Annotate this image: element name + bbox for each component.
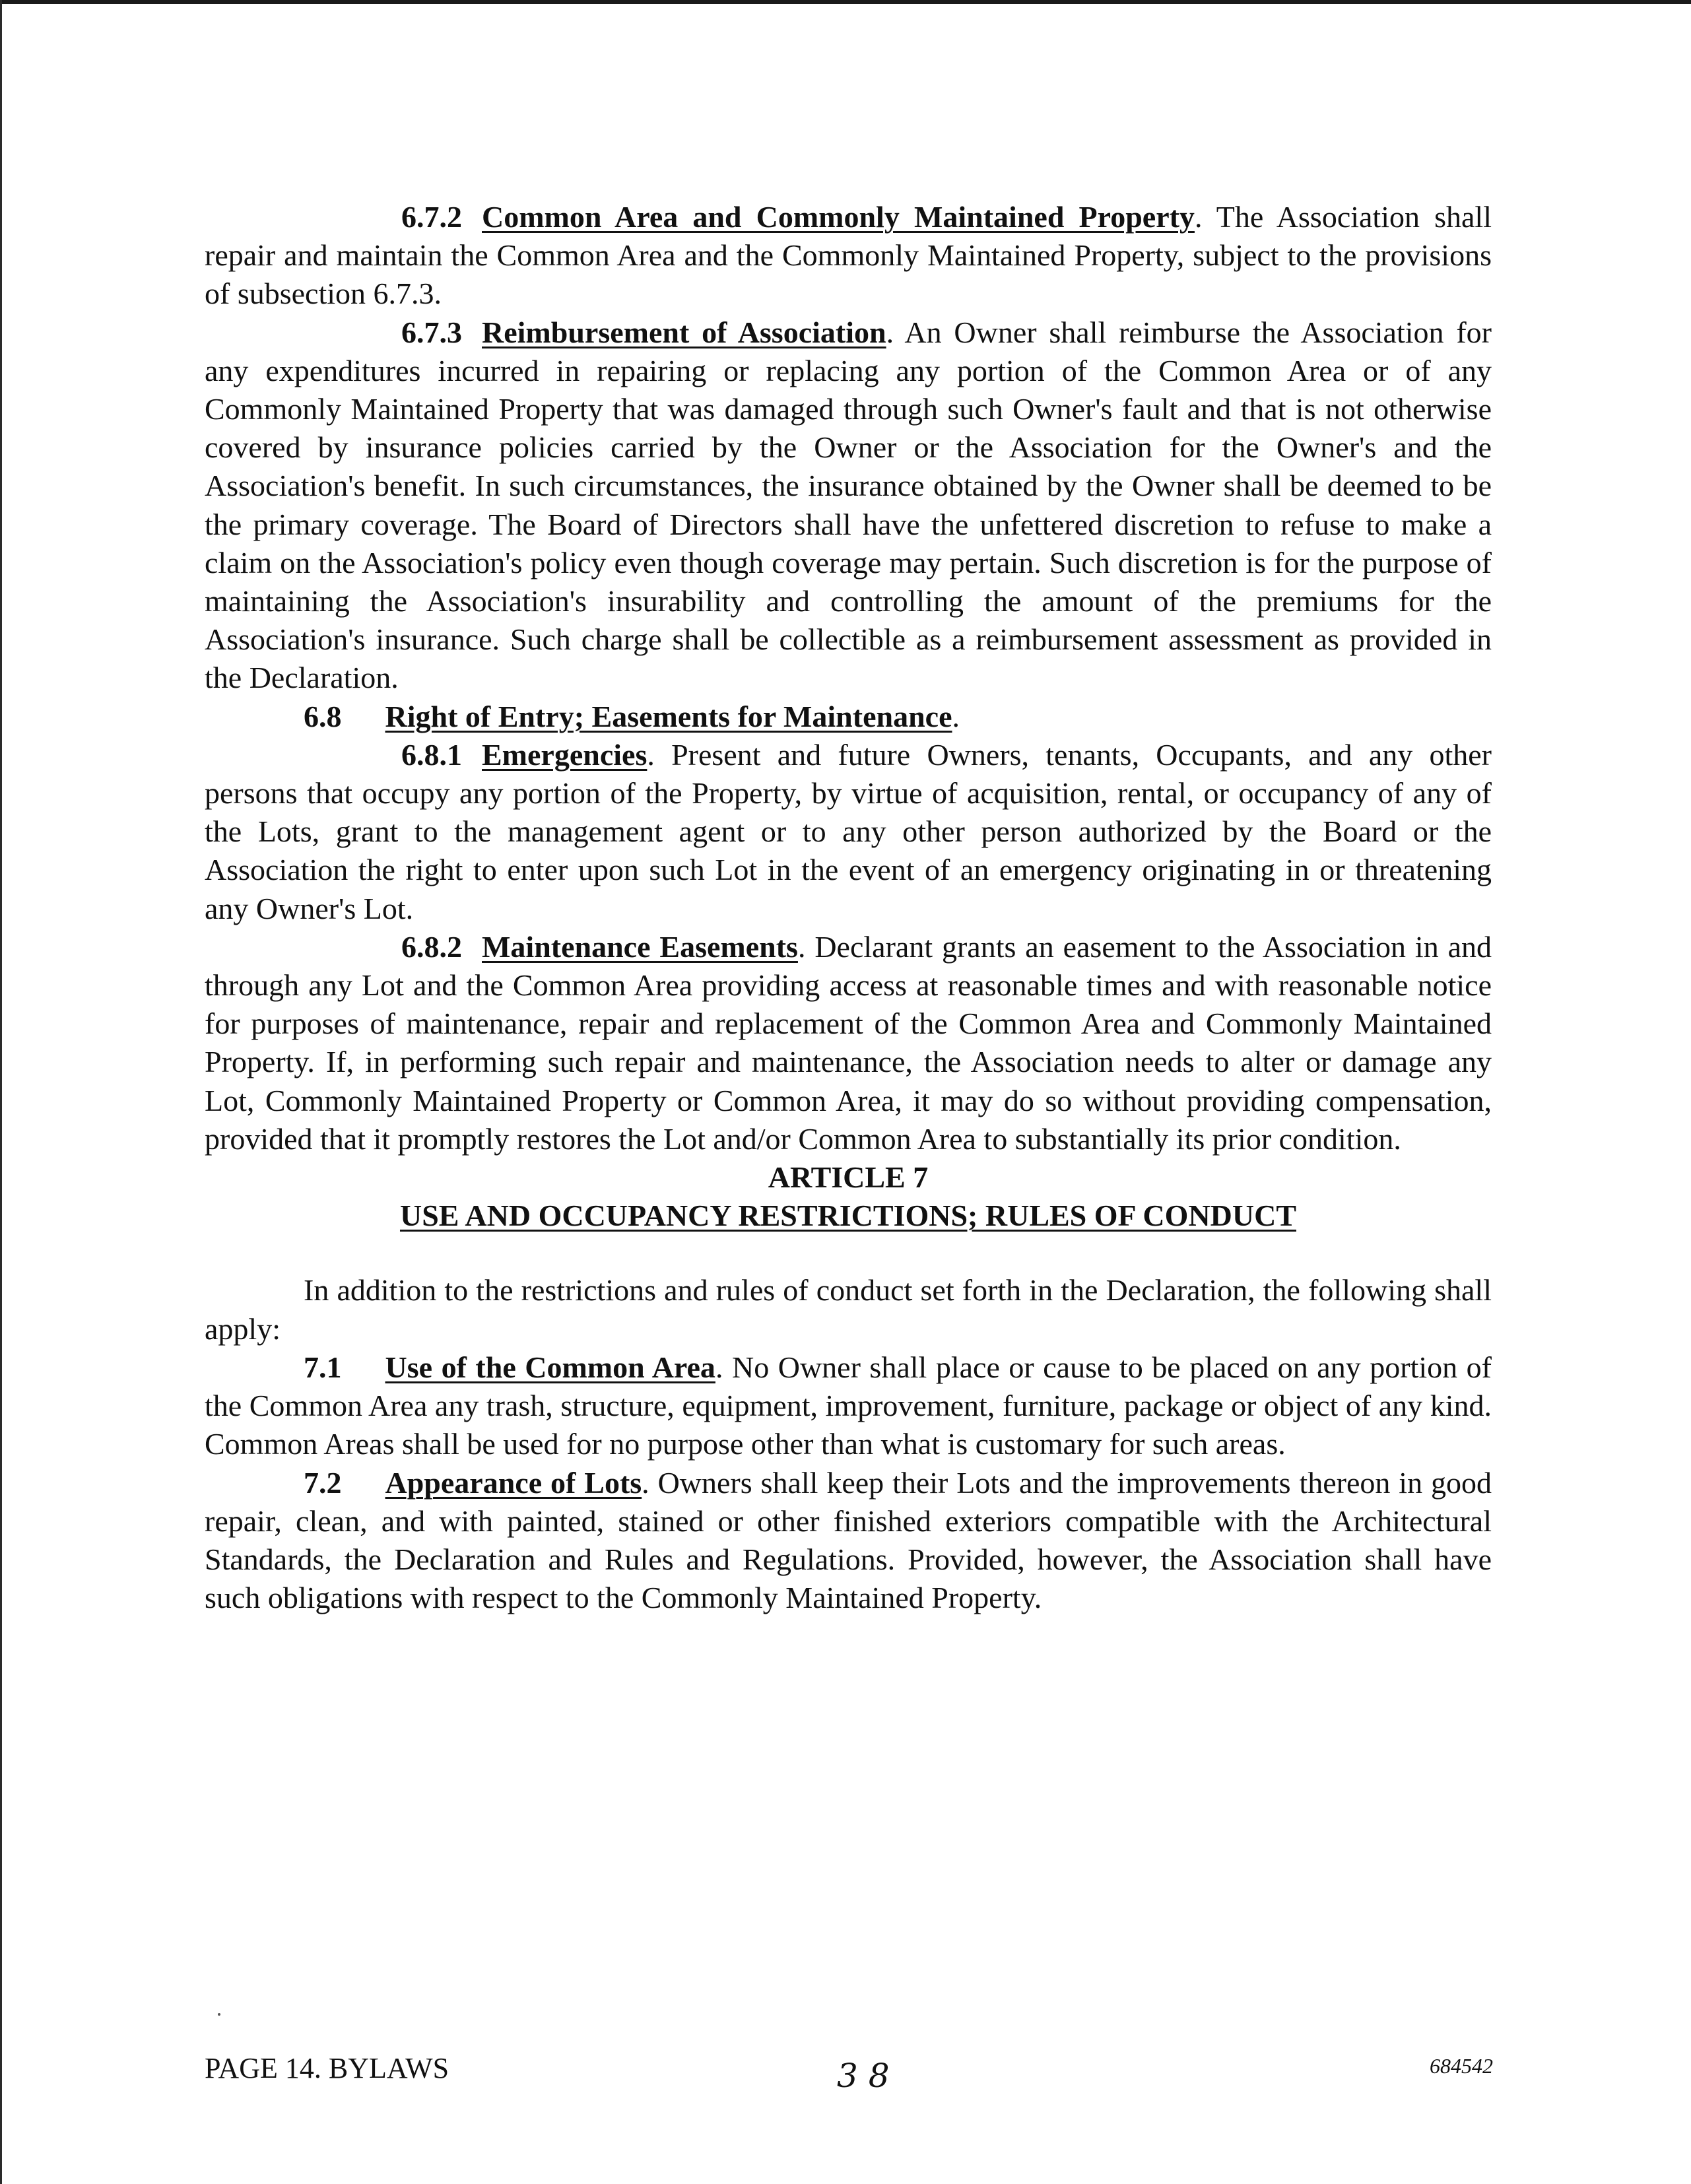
section-title: Use of the Common Area xyxy=(385,1350,715,1384)
section-body: . Present and future Owners, tenants, Occupants, and any other persons that occupy any portion of the Property, by virtue of acquisition, rental, or occupancy of any of the Lots, grant to the management agent or to any other person authorized by the Board or the Association the right to enter upon such Lot in the event of an emergency originating in or threatening any Owner's Lot. xyxy=(205,737,1492,925)
section-number: 7.1 xyxy=(304,1350,342,1384)
article-title: USE AND OCCUPANCY RESTRICTIONS; RULES OF CONDUCT xyxy=(399,1199,1296,1233)
section-number: 6.7.2 xyxy=(401,200,462,234)
scan-edge-top xyxy=(0,0,1691,4)
section-number: 6.7.3 xyxy=(401,315,462,349)
section-title: Right of Entry; Easements for Maintenance xyxy=(385,699,952,733)
scan-edge-left xyxy=(0,0,2,2184)
section-body: . Owners shall keep their Lots and the improvements thereon in good repair, clean, and with painted, stained or other finished exteriors compatible with the Architectural Standards, the Declaration and Rules and Regulations. Provided, however, the Association shall have such obligations with respect to the Commonly Maintained Property. xyxy=(205,1465,1492,1615)
footer-document-id: 684542 xyxy=(1430,2054,1493,2078)
section-6-8-1 xyxy=(205,736,1492,928)
section-title: Maintenance Easements xyxy=(482,929,798,964)
section-7-2 xyxy=(205,1464,1492,1618)
section-number: 6.8.2 xyxy=(401,929,462,964)
section-body: . Declarant grants an easement to the Association in and through any Lot and the Common Area providing access at reasonable times and with reasonable notice for purposes of maintenance, repair and replacement of the Common Area and Commonly Maintained Property. If, in performing such repair and maintenance, the Association needs to alter or damage any Lot, Commonly Maintained Property or Common Area, it may do so without providing compensation, provided that it promptly restores the Lot and/or Common Area to substantially its prior condition. xyxy=(205,929,1492,1156)
footer-handwritten-number: 3 8 xyxy=(837,2057,890,2095)
section-title: Reimbursement of Association xyxy=(482,315,886,349)
article-7-heading xyxy=(205,1158,1492,1235)
section-title: Appearance of Lots xyxy=(385,1465,642,1500)
section-title: Common Area and Commonly Maintained Property xyxy=(482,200,1195,234)
section-number: 6.8 xyxy=(304,699,342,733)
section-title: Emergencies xyxy=(482,737,647,772)
scan-speck xyxy=(218,2013,220,2016)
section-7-1 xyxy=(205,1348,1492,1464)
article-intro: In addition to the restrictions and rules of conduct set forth in the Declaration, the following shall apply: xyxy=(205,1273,1492,1346)
section-body: . xyxy=(952,699,960,733)
section-6-7-2 xyxy=(205,198,1492,314)
page-footer xyxy=(0,2051,1691,2098)
article-number: ARTICLE 7 xyxy=(768,1160,929,1195)
section-number: 6.8.1 xyxy=(401,737,462,772)
section-6-8-2 xyxy=(205,928,1492,1158)
section-number: 7.2 xyxy=(304,1465,342,1500)
section-body: . An Owner shall reimburse the Association for any expenditures incurred in repairing or replacing any portion of the Common Area or of any Commonly Maintained Property that was damaged through such Owner's fault and that is not otherwise covered by insurance policies carried by the Owner or the Association for the Owner's and the Association's benefit. In such circumstances, the insurance obtained by the Owner shall be deemed to be the primary coverage. The Board of Directors shall have the unfettered discretion to refuse to make a claim on the Association's policy even though coverage may pertain. Such discretion is for the purpose of maintaining the Association's insurability and controlling the amount of the premiums for the Association's insurance. Such charge shall be collectible as a reimbursement assessment as provided in the Declaration. xyxy=(205,315,1492,695)
section-6-8 xyxy=(205,698,1492,736)
document-body xyxy=(205,198,1492,1617)
footer-page-label: PAGE 14. BYLAWS xyxy=(205,2052,449,2084)
section-body: . The Association shall repair and maintain the Common Area and the Commonly Maintained Property, subject to the provisions of subsection 6.7.3. xyxy=(205,200,1492,311)
section-body: . No Owner shall place or cause to be placed on any portion of the Common Area any trash, structure, equipment, improvement, furniture, package or object of any kind. Common Areas shall be used for no purpose other than what is customary for such areas. xyxy=(205,1350,1492,1461)
section-6-7-3 xyxy=(205,314,1492,698)
